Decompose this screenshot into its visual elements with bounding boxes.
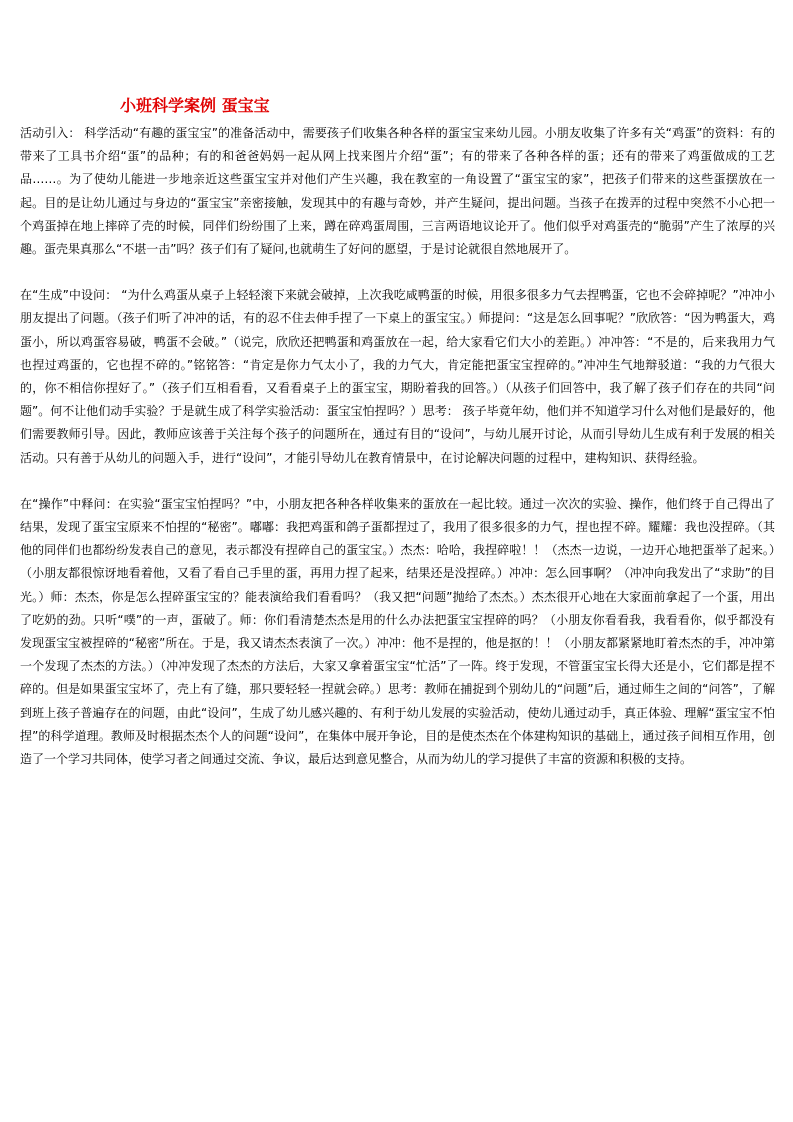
page-title: 小班科学案例 蛋宝宝 (120, 96, 270, 115)
paragraph-activity-intro: 活动引入： 科学活动“有趣的蛋宝宝”的准备活动中，需要孩子们收集各种各样的蛋宝宝来幼儿园。小朋友收集了许多有关“鸡蛋”的资料：有的带来了工具书介绍“蛋”的品种；有的和爸爸妈妈一起从网上找来图片介绍“蛋”；有的带来了各种各样的蛋；还有的带来了鸡蛋做成的工艺品……。为了使幼儿能进一步地亲近这些蛋宝宝并对他们产生兴趣，我在教室的一角设置了“蛋宝宝的家”，把孩子们带来的这些蛋摆放在一起。目的是让幼儿通过与身边的“蛋宝宝”亲密接触，发现其中的有趣与奇妙，并产生疑问，提出问题。当孩子在拨弄的过程中突然不小心把一个鸡蛋掉在地上摔碎了壳的时候，同伴们纷纷围了上来，蹲在碎鸡蛋周围，三言两语地议论开了。他们似乎对鸡蛋壳的“脆弱”产生了浓厚的兴趣。蛋壳果真那么“不堪一击”吗？孩子们有了疑问,也就萌生了好问的愿望，于是讨论就很自然地展开了。 (20, 126, 775, 257)
paragraph-operate-explain: 在“操作”中释问：在实验“蛋宝宝怕捏吗？”中，小朋友把各种各样收集来的蛋放在一起比较。通过一次次的实验、操作，他们终于自己得出了结果，发现了蛋宝宝原来不怕捏的“秘密”。嘟嘟：我把鸡蛋和鸽子蛋都捏过了，我用了很多很多的力气，捏也捏不碎。耀耀：我也没捏碎。（其他的同伴们也都纷纷发表自己的意见，表示都没有捏碎自己的蛋宝宝。）杰杰：哈哈，我捏碎啦！！（杰杰一边说，一边开心地把蛋举了起来。）（小朋友都很惊讶地看着他，又看了看自己手里的蛋，再用力捏了起来，结果还是没捏碎。）冲冲：怎么回事啊？（冲冲向我发出了“求助”的目光。）师：杰杰，你是怎么捏碎蛋宝宝的？能表演给我们看看吗？（我又把“问题”抛给了杰杰。）杰杰很开心地在大家面前拿起了一个蛋，用出了吃奶的劲。只听“噗”的一声，蛋破了。师：你们看清楚杰杰是用的什么办法把蛋宝宝捏碎的吗？（小朋友你看看我，我看看你，似乎都没有发现蛋宝宝被捏碎的“秘密”所在。于是，我又请杰杰表演了一次。）冲冲：他不是捏的，他是抠的！！（小朋友都紧紧地盯着杰杰的手，冲冲第一个发现了杰杰的方法。）（冲冲发现了杰杰的方法后，大家又拿着蛋宝宝“忙活”了一阵。终于发现，不管蛋宝宝长得大还是小，它们都是捏不碎的。但是如果蛋宝宝坏了，壳上有了缝，那只要轻轻一捏就会碎。）思考：教师在捕捉到个别幼儿的“问题”后，通过师生之间的“问答”，了解到班上孩子普遍存在的问题，由此“设问”，生成了幼儿感兴趣的、有利于幼儿发展的实验活动，使幼儿通过动手，真正体验、理解“蛋宝宝不怕捏”的科学道理。教师及时根据杰杰个人的问题“设问”，在集体中展开争论，目的是使杰杰在个体建构知识的基础上，通过孩子间相互作用，创造了一个学习共同体，使学习者之间通过交流、争议，最后达到意见整合，从而为幼儿的学习提供了丰富的资源和积极的支持。 (20, 496, 775, 767)
paragraph-spacer (20, 470, 775, 493)
paragraph-generate-questions: 在“生成”中设问： “为什么鸡蛋从桌子上轻轻滚下来就会破掉，上次我吃咸鸭蛋的时候，用很多很多力气去捏鸭蛋，它也不会碎掉呢？”冲冲小朋友提出了问题。（孩子们听了冲冲的话，有的忍不住去伸手捏了一下桌上的蛋宝宝。）师提问：“这是怎么回事呢？”欣欣答：“因为鸭蛋大，鸡蛋小，所以鸡蛋容易破，鸭蛋不会破。”（说完，欣欣还把鸭蛋和鸡蛋放在一起，给大家看它们大小的差距。）冲冲答：“不是的，后来我用力气也捏过鸡蛋的，它也捏不碎的。”铭铭答：“肯定是你力气太小了，我的力气大，肯定能把蛋宝宝捏碎的。”冲冲生气地辩驳道：“我的力气很大的，你不相信你捏好了。”（孩子们互相看看，又看看桌子上的蛋宝宝，期盼着我的回答。）（从孩子们回答中，我了解了孩子们存在的共同“问题”。何不让他们动手实验？于是就生成了科学实验活动：蛋宝宝怕捏吗？）思考： 孩子毕竟年幼，他们并不知道学习什么对他们是最好的，他们需要教师引导。因此，教师应该善于关注每个孩子的问题所在，通过有目的“设问”，与幼儿展开讨论，从而引导幼儿生成有利于发展的相关活动。只有善于从幼儿的问题入手，进行“设问”，才能引导幼儿在教育情景中，在讨论解决问题的过程中，建构知识、获得经验。 (20, 288, 775, 465)
document-body (20, 122, 775, 771)
paragraph-spacer (20, 261, 775, 284)
